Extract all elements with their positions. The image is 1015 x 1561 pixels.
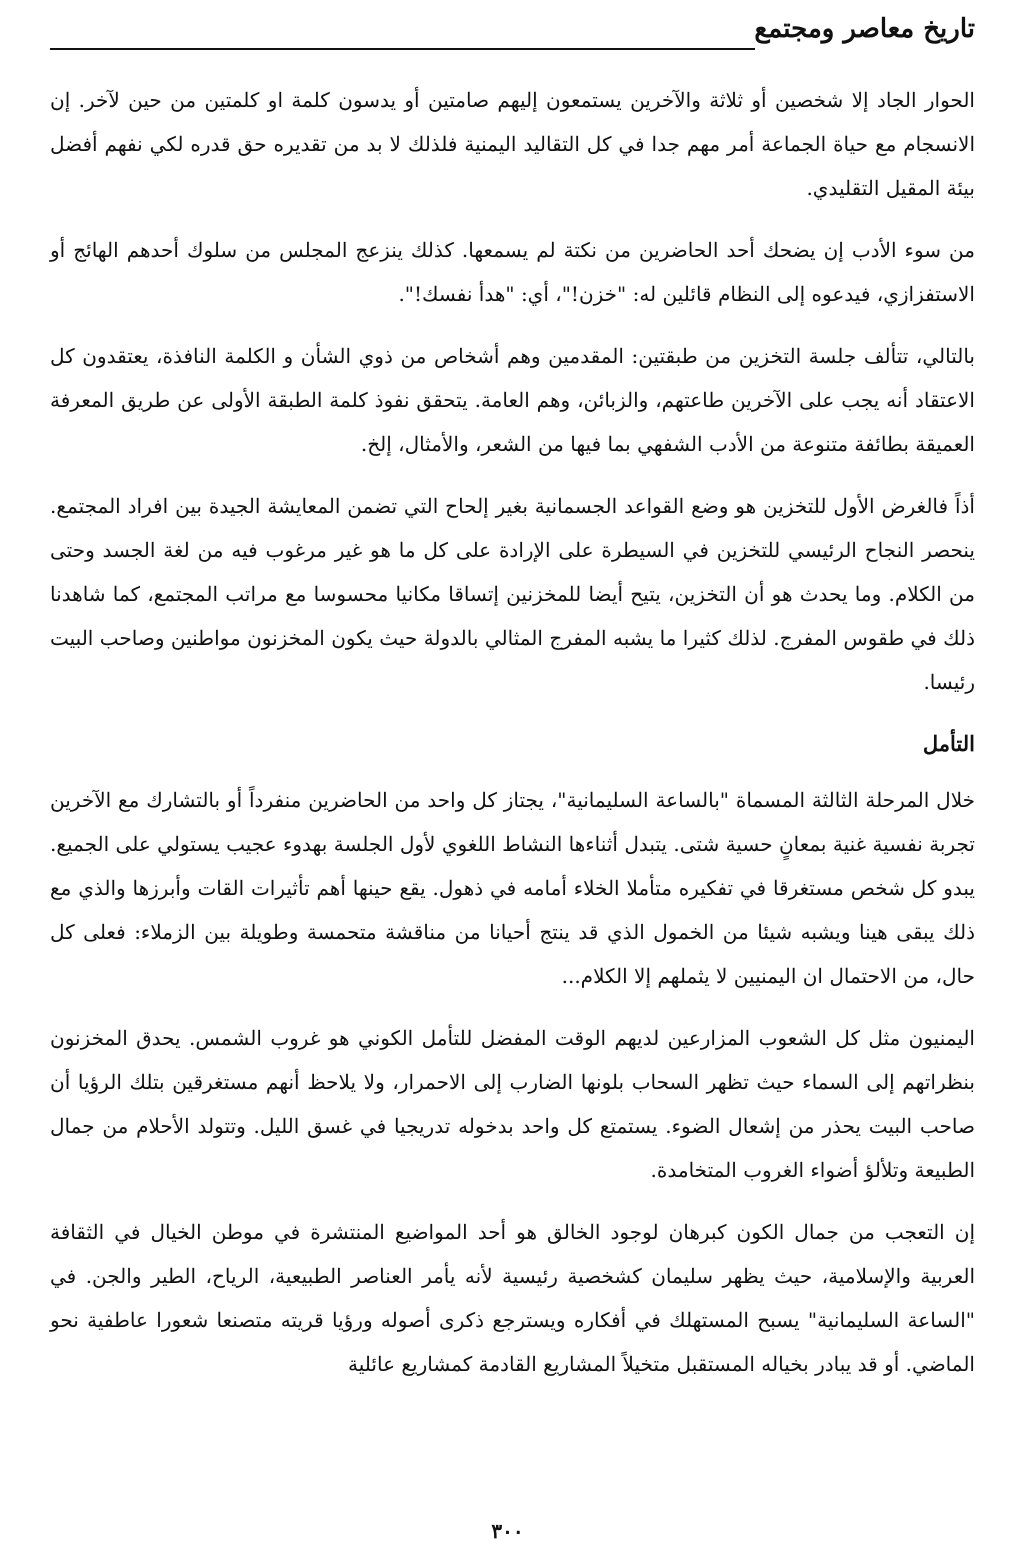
section-heading: التأمل — [922, 731, 975, 756]
header-rule — [50, 48, 755, 50]
paragraph: خلال المرحلة الثالثة المسماة "بالساعة السليمانية"، يجتاز كل واحد من الحاضرين منفرداً أو بالتشارك مع الآخرين تجربة نفسية غنية بمعانٍ حسية شتى. يتبدل أثناءها النشاط اللغوي لأول الجلسة بهدوء عجيب يستولي على الجميع. يبدو كل شخص مستغرقا في تفكيره متأملا الخلاء أمامه في ذهول. يقع حينها أهم تأثيرات القات وأبرزها والذي مع ذلك يبقى هينا ويشبه شيئا من الخمول الذي قد ينتج أحيانا من مناقشة متحمسة وطويلة بين الزملاء: فعلى كل حال، من الاحتمال ان اليمنيين لا يثملهم إلا الكلام... — [50, 788, 975, 988]
paragraph: من سوء الأدب إن يضحك أحد الحاضرين من نكتة لم يسمعها. كذلك ينزعج المجلس من سلوك أحدهم الهائج أو الاستفزازي، فيدعوه إلى النظام قائلين له: "خزن!"، أي: "هدأ نفسك!". — [50, 238, 975, 306]
paragraph: بالتالي، تتألف جلسة التخزين من طبقتين: المقدمين وهم أشخاص من ذوي الشأن و الكلمة النافذة، يعتقدون كل الاعتقاد أنه يجب على الآخرين طاعتهم، والزبائن، وهم العامة. يتحقق نفوذ كلمة الطبقة الأولى عن طريق المعرفة العميقة بطائفة متنوعة من الأدب الشفهي بما فيها من الشعر، والأمثال، إلخ. — [50, 344, 975, 456]
running-title: تاريخ معاصر ومجتمع — [754, 14, 975, 44]
paragraph: اليمنيون مثل كل الشعوب المزارعين لديهم الوقت المفضل للتأمل الكوني هو غروب الشمس. يحدق المخزنون بنظراتهم إلى السماء حيث تظهر السحاب بلونها الضارب إلى الاحمرار، ولا يلاحظ أنهم مستغرقين بتلك الرؤيا أن صاحب البيت يحذر من إشعال الضوء. يستمتع كل واحد بدخوله تدريجيا في غسق الليل. وتتولد الأحلام من جمال الطبيعة وتلألؤ أضواء الغروب المتخامدة. — [50, 1026, 975, 1182]
page-number: ٣٠٠ — [491, 1519, 524, 1543]
paragraph: أذاً فالغرض الأول للتخزين هو وضع القواعد الجسمانية بغير إلحاح التي تضمن المعايشة الجيدة بين افراد المجتمع. ينحصر النجاح الرئيسي للتخزين في السيطرة على الإرادة على كل ما هو غير مرغوب فيه من لغة الجسد وحتى من الكلام. وما يحدث هو أن التخزين، يتيح أيضا للمخزنين إتساقا مكانيا محسوسا مع مراتب المجتمع، كما شاهدنا ذلك في طقوس المفرج. لذلك كثيرا ما يشبه المفرج المثالي بالدولة حيث يكون المخزنون مواطنين وصاحب البيت رئيسا. — [50, 494, 975, 694]
running-header — [50, 12, 975, 56]
paragraph: إن التعجب من جمال الكون كبرهان لوجود الخالق هو أحد المواضيع المنتشرة في موطن الخيال في الثقافة العربية والإسلامية، حيث يظهر سليمان كشخصية رئيسية لأنه يأمر العناصر الطبيعية، الرياح، الطير والجن. في "الساعة السليمانية" يسبح المستهلك في أفكاره ويسترجع ذكرى أصوله ورؤيا قريته متصنعا شعورا عاطفية نحو الماضي. أو قد يبادر بخياله المستقبل متخيلاً المشاريع القادمة كمشاريع عائلية — [50, 1220, 975, 1376]
paragraph: الحوار الجاد إلا شخصين أو ثلاثة والآخرين يستمعون إليهم صامتين أو يدسون كلمة او كلمتين من حين لآخر. إن الانسجام مع حياة الجماعة أمر مهم جدا في كل التقاليد اليمنية فلذلك لا بد من تقديره حق قدره لكي نفهم أفضل بيئة المقيل التقليدي. — [50, 88, 975, 200]
body-text — [50, 78, 975, 1404]
